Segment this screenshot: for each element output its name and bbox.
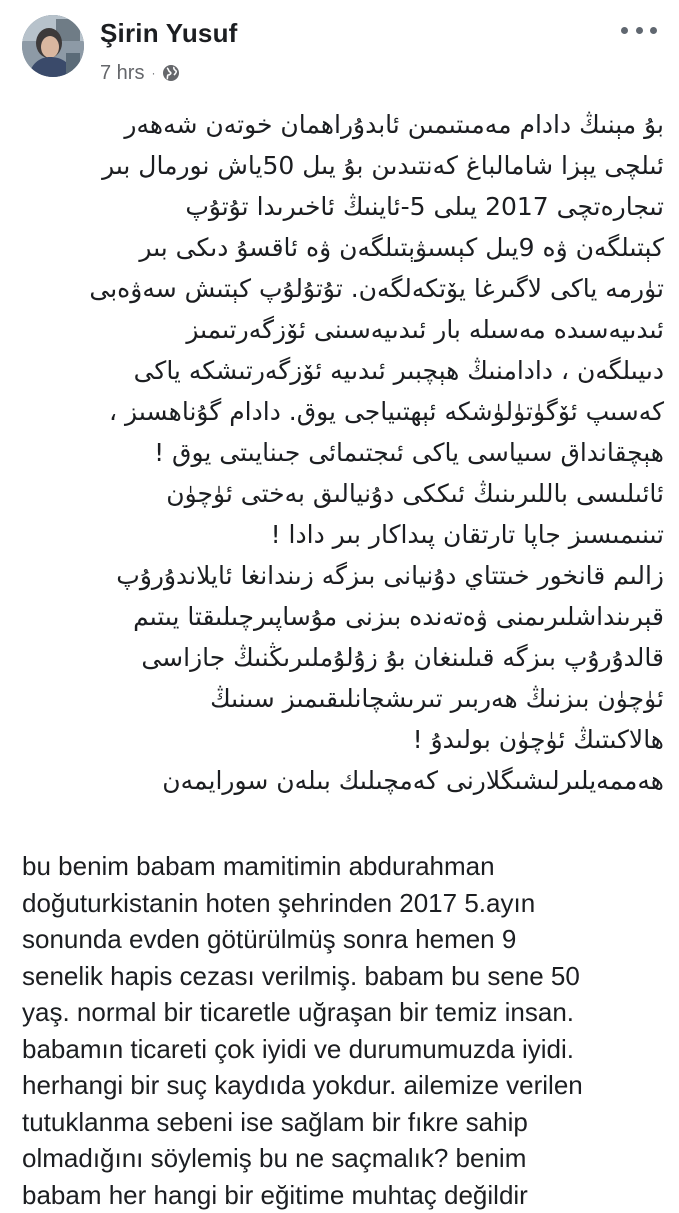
uyghur-text-line: كەسىپ ئۆگۈتۈلۈشكە ئېھتىياجى يوق. دادام گۇناھسىز ،	[24, 391, 664, 432]
post-text-uyghur	[24, 104, 664, 801]
uyghur-text-line: تىجارەتچى 2017 يىلى 5-ئاينىڭ ئاخىرىدا تۇتۇپ	[24, 186, 664, 227]
uyghur-text-line: تۈرمە ياكى لاگىرغا يۆتكەلگەن. تۇتۇلۇپ كېتىش سەۋەبى	[24, 268, 664, 309]
avatar[interactable]	[22, 15, 84, 77]
turkish-text-line: senelik hapis cezası verilmiş. babam bu sene 50	[22, 958, 667, 995]
more-options-icon[interactable]	[621, 20, 657, 40]
meta-separator: ·	[151, 66, 155, 80]
turkish-text-line: babamın ticareti çok iyidi ve durumumuzda iyidi.	[22, 1031, 667, 1068]
post-meta	[100, 60, 180, 86]
uyghur-text-line: ھەممەيلىرلىشىگلارنى كەمچىلىك بىلەن سورايمەن	[24, 760, 664, 801]
turkish-text-line: olmadığını söylemiş bu ne saçmalık? benim	[22, 1140, 667, 1177]
uyghur-text-line: زالىم قانخور خىتتاي دۇنيانى بىزگە زىندانغا ئايلاندۇرۇپ	[24, 555, 664, 596]
uyghur-text-line: تىنىمىسىز جاپا تارتقان پىداكار بىر دادا !	[24, 514, 664, 555]
turkish-text-line: sonunda evden götürülmüş sonra hemen 9	[22, 921, 667, 958]
post-timestamp[interactable]: 7 hrs	[100, 62, 144, 85]
turkish-text-line: yaş. normal bir ticaretle uğraşan bir temiz insan.	[22, 994, 667, 1031]
post-header	[0, 0, 679, 100]
uyghur-text-line: دىيىلگەن ، دادامنىڭ ھېچبىر ئىدىيە ئۆزگەرتىشكە ياكى	[24, 350, 664, 391]
uyghur-text-line: كېتىلگەن ۋە 9يىل كېسىۋېتىلگەن ۋە ئاقسۇ دىكى بىر	[24, 227, 664, 268]
turkish-text-line: herhangi bir suç kaydıda yokdur. ailemize verilen	[22, 1067, 667, 1104]
globe-icon[interactable]	[162, 64, 180, 82]
post-text-turkish	[22, 848, 667, 1213]
turkish-text-line: bu benim babam mamitimin abdurahman	[22, 848, 667, 885]
uyghur-text-line: قېرىنداشلىرىمنى ۋەتەندە بىزنى مۇساپىرچىلىقتا يىتىم	[24, 596, 664, 637]
turkish-text-line: babam her hangi bir eğitime muhtaç değildir	[22, 1177, 667, 1213]
avatar-photo	[22, 15, 84, 77]
uyghur-text-line: قالدۇرۇپ بىزگە قىلىنغان بۇ زۇلۇملىرىڭنىڭ جازاسى	[24, 637, 664, 678]
uyghur-text-line: ئىلچى يېزا شامالباغ كەنتىدىن بۇ يىل 50ياش نورمال بىر	[24, 145, 664, 186]
uyghur-text-line: ئىدىيەسىدە مەسىلە بار ئىدىيەسىنى ئۆزگەرتىمىز	[24, 309, 664, 350]
uyghur-text-line: ھالاكىتىڭ ئۈچۈن بولىدۇ !	[24, 719, 664, 760]
uyghur-text-line: ئۈچۈن بىزنىڭ ھەربىر تىرىشچانلىقىمىز سىنىڭ	[24, 678, 664, 719]
turkish-text-line: tutuklanma sebeni ise sağlam bir fıkre sahip	[22, 1104, 667, 1141]
turkish-text-line: doğuturkistanin hoten şehrinden 2017 5.ayın	[22, 885, 667, 922]
author-name[interactable]: Şirin Yusuf	[100, 18, 238, 49]
uyghur-text-line: بۇ مېنىڭ دادام مەمىتىمىن ئابدۇراھمان خوتەن شەھەر	[24, 104, 664, 145]
uyghur-text-line: ھېچقانداق سىياسى ياكى ئىجتىمائى جىنايىتى يوق !	[24, 432, 664, 473]
uyghur-text-line: ئائىلىسى باللىرىنىڭ ئىككى دۇنيالىق بەختى ئۈچۈن	[24, 473, 664, 514]
